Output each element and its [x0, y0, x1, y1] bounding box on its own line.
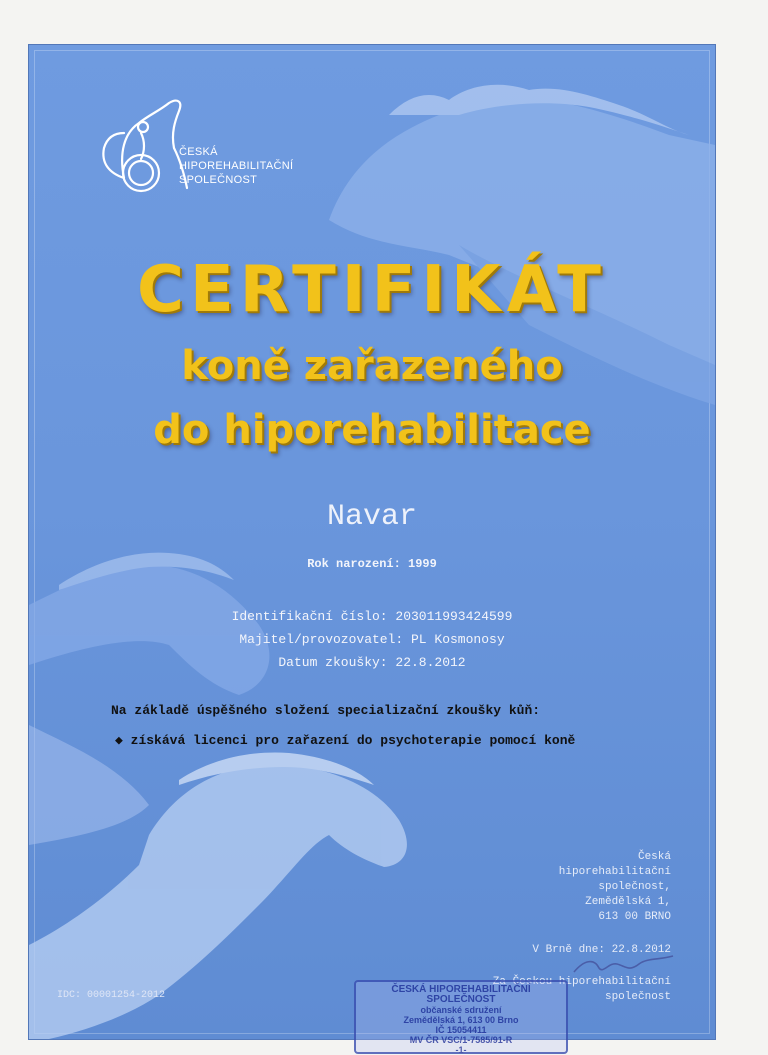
statement-item-text: získává licenci pro zařazení do psychoterapie pomocí koně — [130, 733, 576, 748]
certificate-title: CERTIFIKÁT — [137, 253, 607, 327]
logo-line-1: ČESKÁ — [179, 146, 218, 158]
logo-line-2: HIPOREHABILITAČNÍ — [179, 160, 294, 172]
issuer-line-1: Česká — [637, 851, 671, 863]
issuer-line-3: společnost, — [598, 881, 671, 893]
logo-line-3: SPOLEČNOST — [179, 174, 258, 186]
stamp-line-4: Zemědělská 1, 613 00 Brno — [403, 1015, 519, 1025]
idc-number: IDC: 00001254-2012 — [57, 990, 166, 1001]
stamp-line-6: MV ČR VSC/1-7585/91-R — [409, 1035, 513, 1045]
for-line-2: společnost — [604, 991, 671, 1003]
stamp-line-1: ČESKÁ HIPOREHABILITAČNÍ — [391, 984, 531, 995]
identification-number: Identifikační číslo: 203011993424599 — [231, 609, 513, 624]
statement-intro: Na základě úspěšného složení specializační zkoušky kůň: — [111, 703, 541, 718]
horse-name: Navar — [326, 500, 417, 534]
place-date: V Brně dne: 22.8.2012 — [532, 944, 671, 956]
society-logo-text — [179, 145, 293, 187]
exam-date: Datum zkoušky: 22.8.2012 — [278, 655, 466, 670]
stamp-line-5: IČ 15054411 — [435, 1025, 487, 1035]
issuer-line-2: hiporehabilitační — [558, 866, 671, 878]
issuer-address — [559, 850, 671, 925]
subtitle-line-2: do hiporehabilitace — [153, 407, 591, 453]
stamp-line-3: občanské sdružení — [420, 1005, 502, 1015]
issuer-line-5: 613 00 BRNO — [598, 911, 671, 923]
stamp-line-7: -1- — [455, 1045, 467, 1055]
statement-item — [115, 733, 575, 748]
issuer-line-4: Zemědělská 1, — [585, 896, 671, 908]
diamond-bullet-icon: ◆ — [115, 733, 123, 748]
horse-rider-emblem — [103, 101, 187, 191]
owner: Majitel/provozovatel: PL Kosmonosy — [239, 632, 505, 647]
certificate-sheet — [28, 44, 716, 1055]
stamp-line-2: SPOLEČNOST — [426, 994, 496, 1005]
official-stamp — [354, 980, 568, 1054]
subtitle-line-1: koně zařazeného — [181, 343, 563, 389]
for-line-1: Za Českou hiporehabilitační — [492, 976, 671, 988]
birth-year: Rok narození: 1999 — [307, 557, 437, 571]
